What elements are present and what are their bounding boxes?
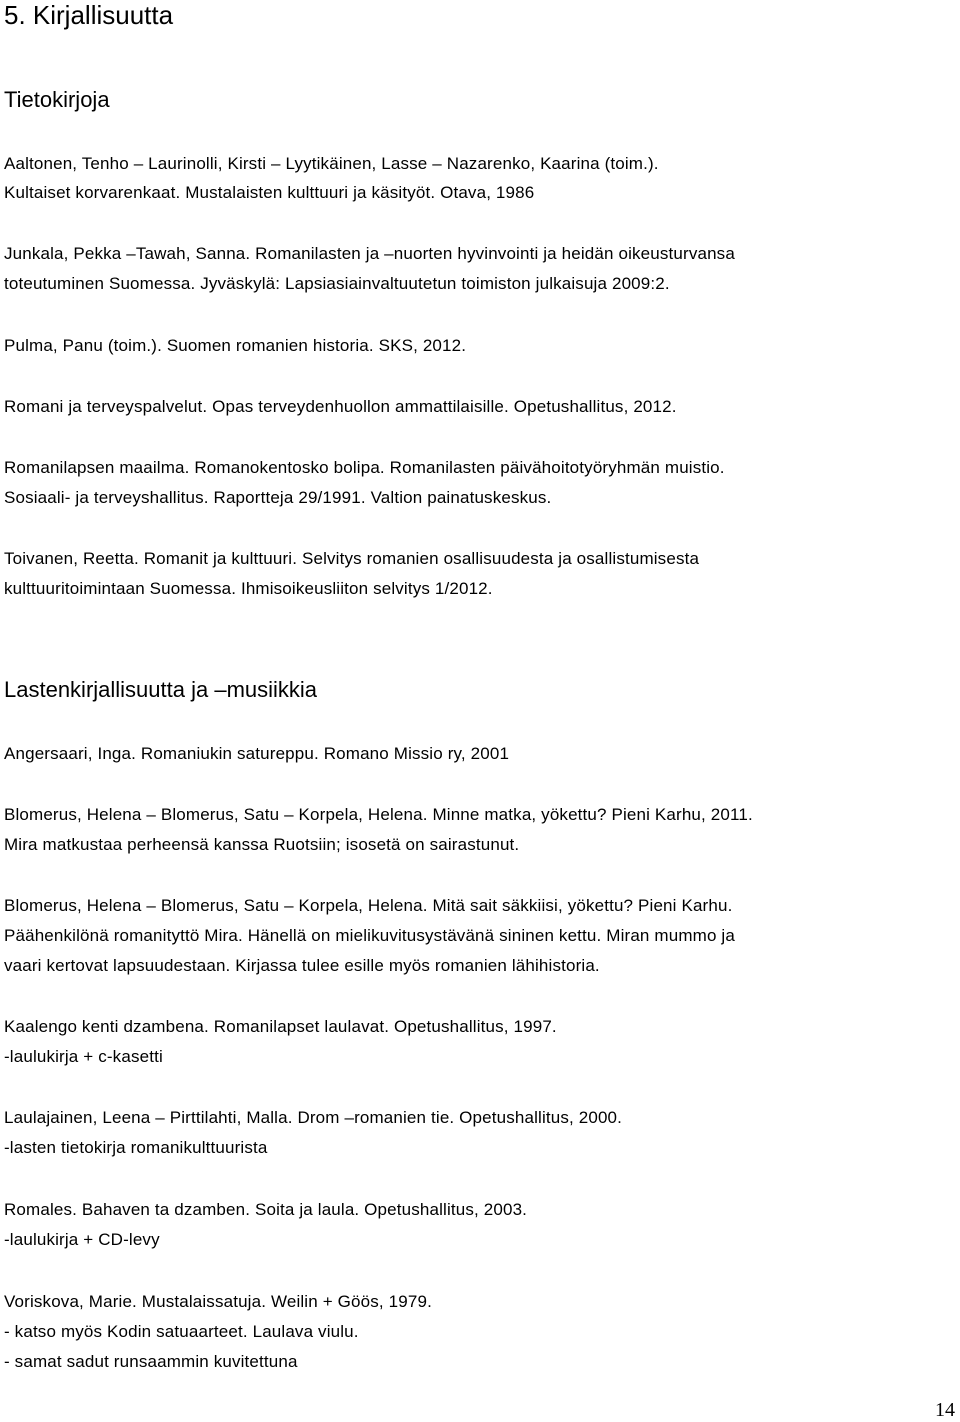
reference-line: Romales. Bahaven ta dzamben. Soita ja laula. Opetushallitus, 2003. xyxy=(4,1200,528,1219)
reference-line: -laulukirja + c-kasetti xyxy=(4,1047,163,1066)
reference-line: Mira matkustaa perheensä kanssa Ruotsiin; isosetä on sairastunut. xyxy=(4,835,520,854)
reference-line: Junkala, Pekka –Tawah, Sanna. Romanilasten ja –nuorten hyvinvointi ja heidän oikeusturvansa xyxy=(4,244,735,263)
reference-line: Pulma, Panu (toim.). Suomen romanien historia. SKS, 2012. xyxy=(4,336,467,355)
reference-line: -laulukirja + CD-levy xyxy=(4,1230,160,1249)
reference-line: Laulajainen, Leena – Pirttilahti, Malla. Drom –romanien tie. Opetushallitus, 2000. xyxy=(4,1108,623,1127)
section-heading-childrens-literature: Lastenkirjallisuutta ja –musiikkia xyxy=(4,677,318,702)
reference-line: Romanilapsen maailma. Romanokentosko bolipa. Romanilasten päivähoitotyöryhmän muistio. xyxy=(4,458,725,477)
reference-line: - katso myös Kodin satuaarteet. Laulava viulu. xyxy=(4,1322,359,1341)
page-number: 14 xyxy=(935,1399,955,1421)
reference-line: toteutuminen Suomessa. Jyväskylä: Lapsiasiainvaltuutetun toimiston julkaisuja 2009:2. xyxy=(4,274,670,293)
reference-line: Voriskova, Marie. Mustalaissatuja. Weilin + Göös, 1979. xyxy=(4,1292,432,1311)
reference-line: Kaalengo kenti dzambena. Romanilapset laulavat. Opetushallitus, 1997. xyxy=(4,1017,557,1036)
section-heading-nonfiction: Tietokirjoja xyxy=(4,87,110,112)
chapter-title: 5. Kirjallisuutta xyxy=(4,0,174,30)
reference-line: Sosiaali- ja terveyshallitus. Raportteja 29/1991. Valtion painatuskeskus. xyxy=(4,488,552,507)
reference-line: Angersaari, Inga. Romaniukin satureppu. Romano Missio ry, 2001 xyxy=(4,744,510,763)
reference-line: -lasten tietokirja romanikulttuurista xyxy=(4,1138,268,1157)
reference-line: Romani ja terveyspalvelut. Opas terveydenhuollon ammattilaisille. Opetushallitus, 2012. xyxy=(4,397,677,416)
reference-line: Blomerus, Helena – Blomerus, Satu – Korpela, Helena. Mitä sait säkkiisi, yökettu? Pieni Karhu. xyxy=(4,896,733,915)
reference-line: Aaltonen, Tenho – Laurinolli, Kirsti – Lyytikäinen, Lasse – Nazarenko, Kaarina (toim.). xyxy=(4,154,659,173)
reference-line: Päähenkilönä romanityttö Mira. Hänellä on mielikuvitusystävänä sininen kettu. Miran mummo ja xyxy=(4,926,735,945)
reference-line: Kultaiset korvarenkaat. Mustalaisten kulttuuri ja käsityöt. Otava, 1986 xyxy=(4,183,535,202)
reference-line: vaari kertovat lapsuudestaan. Kirjassa tulee esille myös romanien lähihistoria. xyxy=(4,956,600,975)
reference-line: kulttuuritoimintaan Suomessa. Ihmisoikeusliiton selvitys 1/2012. xyxy=(4,579,493,598)
reference-line: Blomerus, Helena – Blomerus, Satu – Korpela, Helena. Minne matka, yökettu? Pieni Karhu, 2011. xyxy=(4,805,753,824)
reference-line: Toivanen, Reetta. Romanit ja kulttuuri. Selvitys romanien osallisuudesta ja osallistumisesta xyxy=(4,549,700,568)
reference-line: - samat sadut runsaammin kuvitettuna xyxy=(4,1352,298,1371)
